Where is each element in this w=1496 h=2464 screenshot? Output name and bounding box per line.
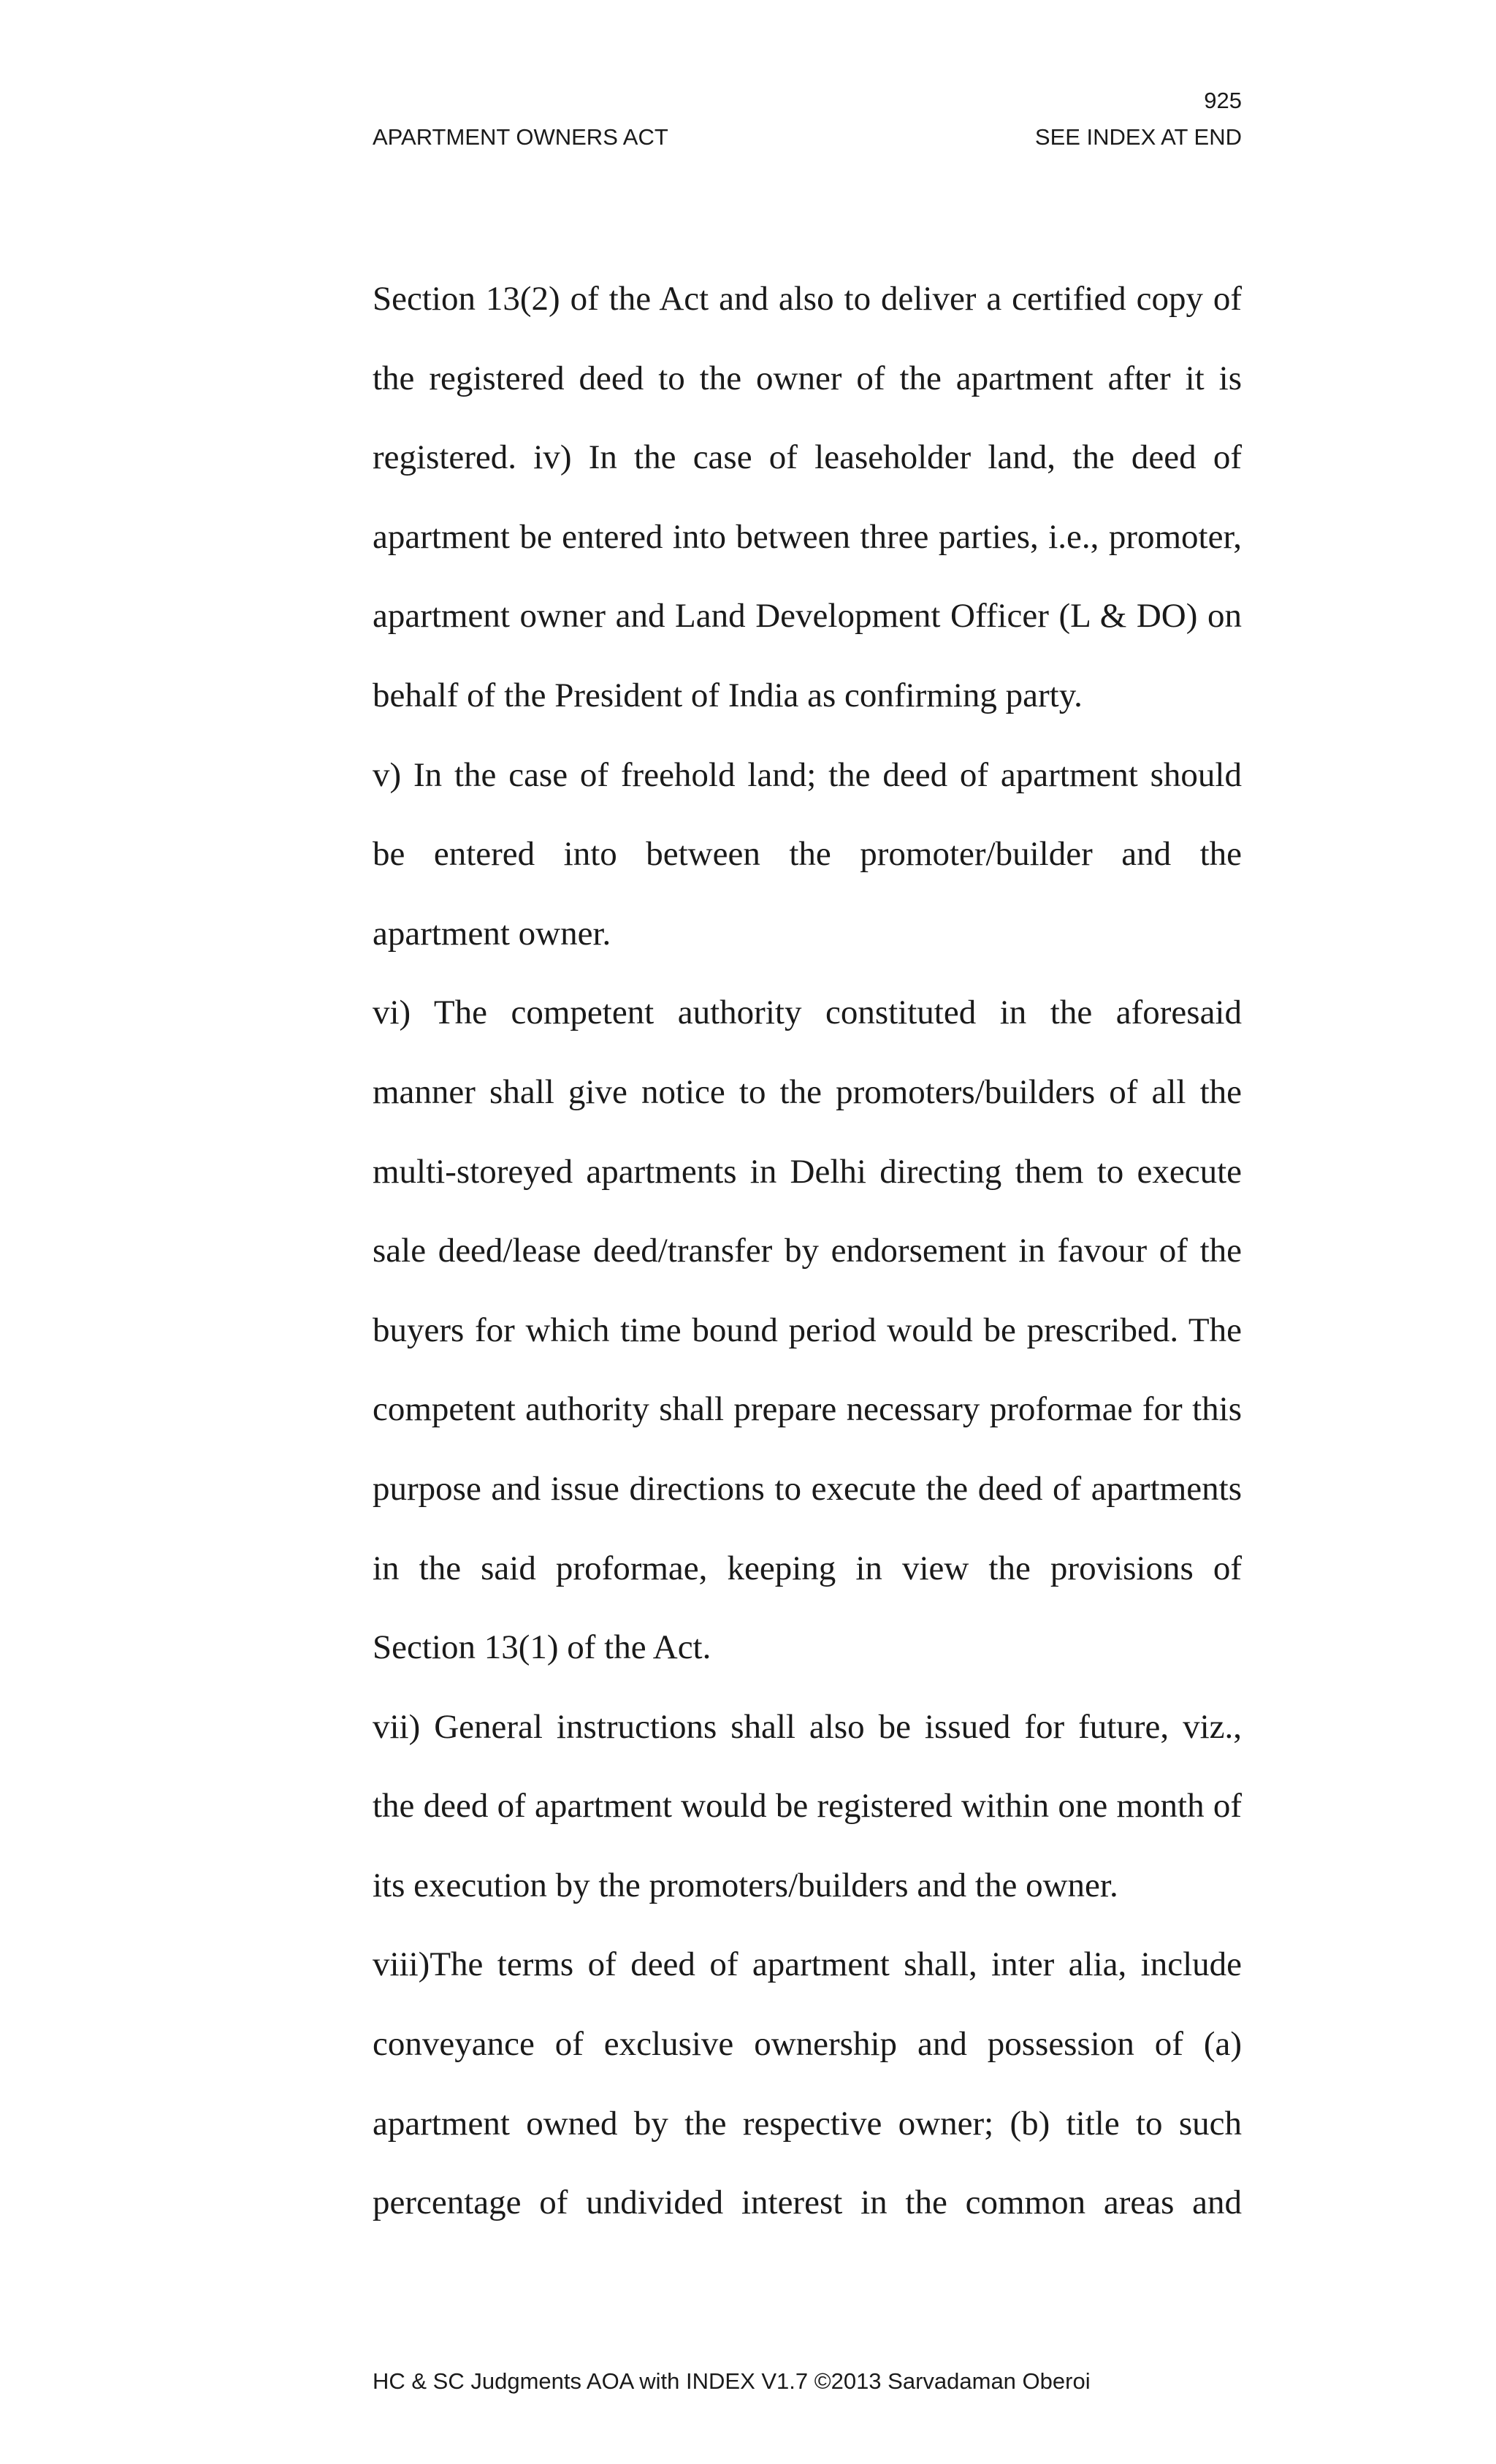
paragraph-clause-vi: vi) The competent authority constituted in the aforesaid manner shall give notice to the promoters/builders of all the multi-storeyed apartments in Delhi directing them to execute sale deed/lease deed/transfer by endorsement in favour of the buyers for which time bound period would be prescribed. The competent authority shall prepare necessary proformae for this purpose and issue directions to execute the deed of apartments in the said proformae, keeping in view the provisions of Section 13(1) of the Act. — [373, 993, 1242, 1667]
running-header-title: APARTMENT OWNERS ACT — [373, 124, 668, 150]
page-footer: HC & SC Judgments AOA with INDEX V1.7 ©2013 Sarvadaman Oberoi — [373, 2368, 1091, 2394]
document-body — [373, 259, 1242, 2243]
paragraph-clause-viii: viii)The terms of deed of apartment shall, inter alia, include conveyance of exclusive ownership and possession of (a) apartment owned by the respective owner; (b) title to such percentage of undivided interest in the common areas and — [373, 1945, 1242, 2222]
page-number: 925 — [1204, 88, 1242, 113]
paragraph-clause-vii: vii) General instructions shall also be issued for future, viz., the deed of apartment would be registered within one month of its execution by the promoters/builders and the owner. — [373, 1707, 1242, 1904]
paragraph-section-13-2: Section 13(2) of the Act and also to deliver a certified copy of the registered deed to the owner of the apartment after it is registered. iv) In the case of leaseholder land, the deed of apartment be entered into between three parties, i.e., promoter, apartment owner and Land Development Officer (L & DO) on behalf of the President of India as confirming party. — [373, 280, 1242, 714]
paragraph-clause-v: v) In the case of freehold land; the deed of apartment should be entered into between the promoter/builder and the apartment owner. — [373, 755, 1242, 953]
running-header-index-note: SEE INDEX AT END — [1034, 124, 1242, 150]
